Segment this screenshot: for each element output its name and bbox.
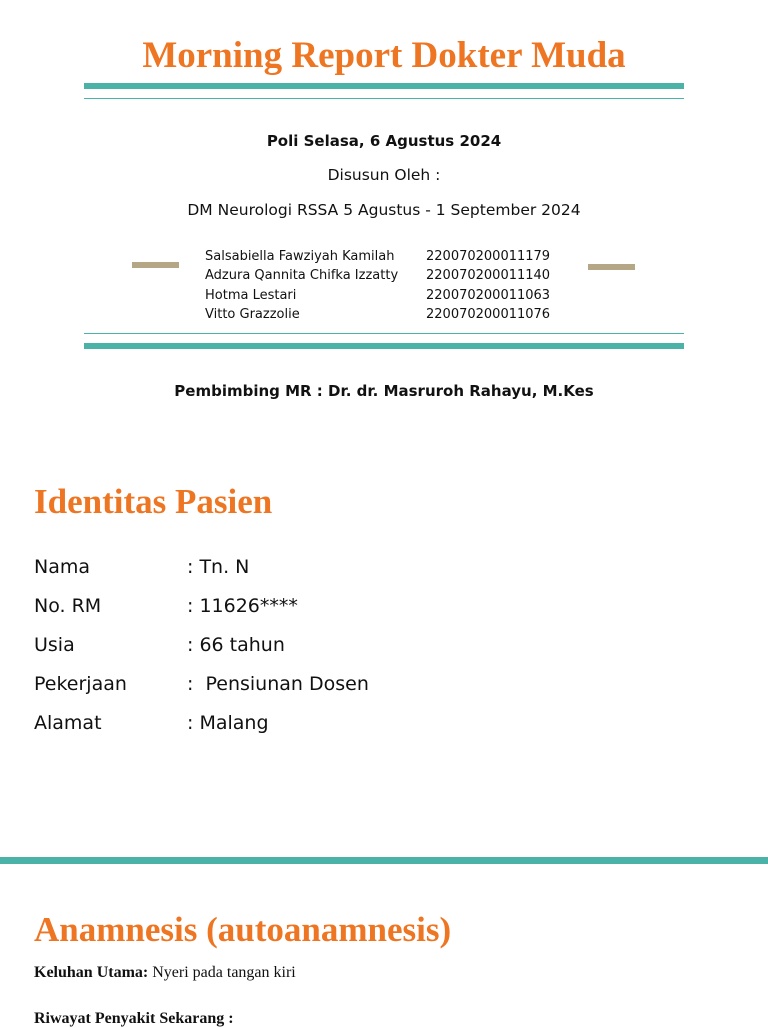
identity-label: No. RM (34, 594, 102, 617)
present-illness-label: Riwayat Penyakit Sekarang : (34, 1010, 234, 1027)
chief-complaint-value: Nyeri pada tangan kiri (148, 964, 296, 981)
identity-value: : 66 tahun (187, 633, 285, 656)
chief-complaint (34, 964, 296, 982)
member-id: 220070200011076 (426, 306, 551, 322)
member-name: Vitto Grazzolie (205, 306, 300, 322)
page-divider-bar (0, 857, 768, 864)
identity-value: : 11626**** (187, 594, 298, 617)
report-title: Morning Report Dokter Muda (142, 35, 626, 76)
anamnesis-heading: Anamnesis (autoanamnesis) (34, 910, 452, 949)
identity-table (34, 547, 369, 742)
identity-value: : Malang (187, 711, 269, 734)
chief-complaint-label: Keluhan Utama: (34, 964, 149, 981)
members-divider-bar (84, 343, 684, 349)
report-date: Poli Selasa, 6 Agustus 2024 (266, 132, 502, 150)
member-name: Salsabiella Fawziyah Kamilah (205, 249, 395, 264)
compiled-by-label: Disusun Oleh : (327, 166, 441, 184)
title-divider-line (84, 98, 684, 99)
member-list (205, 247, 565, 324)
identity-row (34, 625, 369, 664)
member-row (205, 247, 565, 266)
identity-heading: Identitas Pasien (34, 482, 273, 521)
member-row (205, 286, 565, 305)
identity-row (34, 547, 369, 586)
present-illness-history (34, 1010, 234, 1028)
member-row (205, 266, 565, 285)
left-dash-decoration (132, 262, 179, 268)
member-name: Hotma Lestari (205, 287, 297, 303)
identity-label: Pekerjaan (34, 672, 127, 695)
member-id: 220070200011179 (426, 249, 551, 264)
title-divider-bar (84, 83, 684, 89)
member-id: 220070200011140 (426, 268, 551, 284)
member-row (205, 305, 565, 324)
identity-row (34, 703, 369, 742)
identity-row (34, 586, 369, 625)
identity-label: Alamat (34, 711, 102, 734)
identity-row (34, 664, 369, 703)
member-id: 220070200011063 (426, 287, 551, 303)
right-dash-decoration (588, 264, 635, 270)
identity-value: : Pensiunan Dosen (187, 672, 369, 695)
member-name: Adzura Qannita Chifka Izzatty (205, 268, 399, 284)
identity-value: : Tn. N (187, 555, 250, 578)
group-name: DM Neurologi RSSA 5 Agustus - 1 September 2024 (187, 201, 581, 219)
supervisor: Pembimbing MR : Dr. dr. Masruroh Rahayu, M.Kes (174, 382, 594, 400)
members-divider-line (84, 333, 684, 334)
identity-label: Usia (34, 633, 75, 656)
identity-label: Nama (34, 555, 91, 578)
